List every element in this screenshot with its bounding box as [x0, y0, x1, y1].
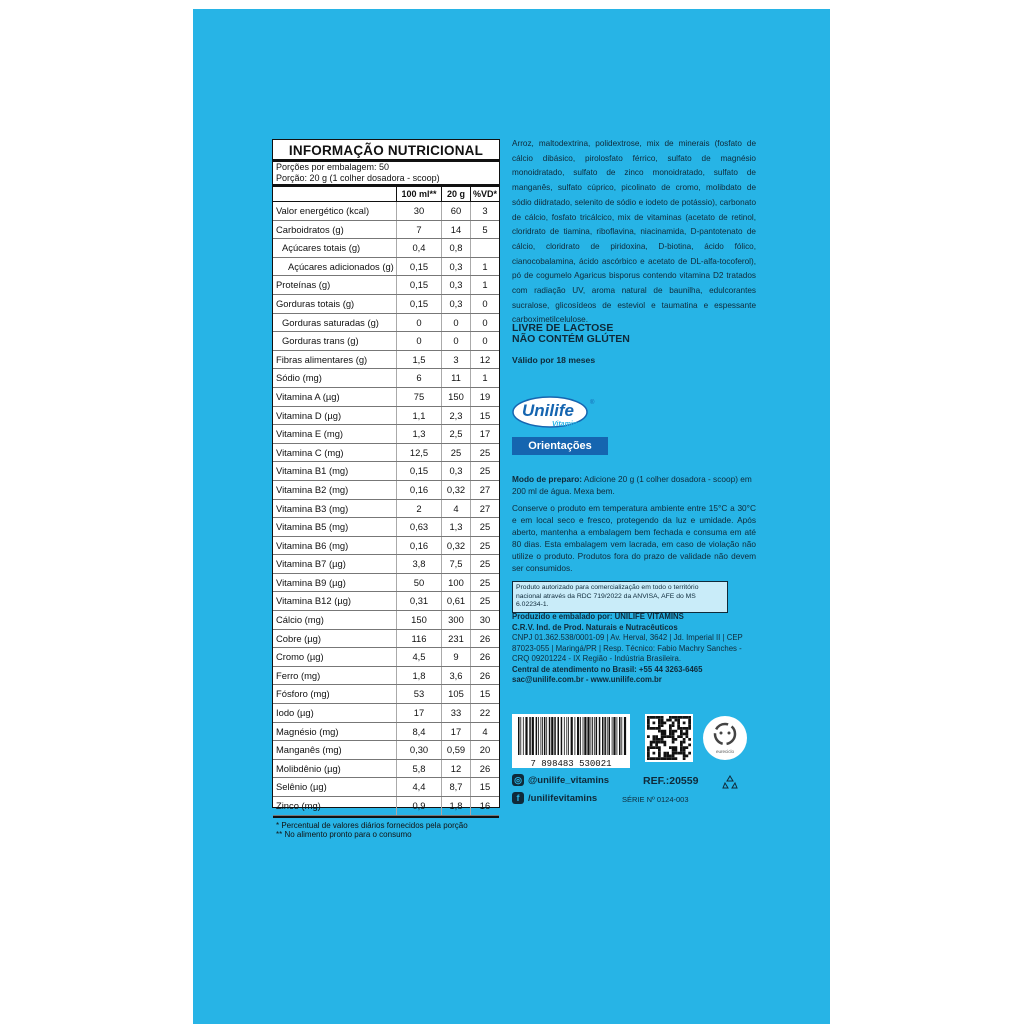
preparation-instructions: Adicione 20 g (1 colher dosadora - scoop) em 200 ml de água. Mexa bem. — [512, 474, 752, 496]
value-20g: 12 — [441, 760, 470, 778]
value-vd: 0 — [470, 314, 499, 332]
orientacoes-badge: Orientações — [512, 437, 608, 455]
value-20g: 0,3 — [441, 276, 470, 294]
value-vd: 5 — [470, 221, 499, 239]
series-number: SÉRIE Nº 0124-003 — [622, 795, 689, 804]
instagram-text: @unilife_vitamins — [528, 774, 610, 786]
nutrient-name: Açúcares totais (g) — [282, 242, 361, 254]
table-row — [273, 760, 499, 779]
claims — [512, 323, 756, 345]
brand-sub: Vitamins — [552, 421, 581, 428]
header-vd: %VD* — [470, 187, 499, 201]
nutrient-name: Manganês (mg) — [276, 744, 342, 756]
table-row — [273, 797, 499, 816]
value-100ml: 0 — [396, 314, 441, 332]
nutrient-name: Fibras alimentares (g) — [276, 353, 368, 365]
nutrient-name: Gorduras totais (g) — [276, 297, 355, 309]
value-20g: 300 — [441, 611, 470, 629]
value-vd: 3 — [470, 202, 499, 220]
table-row — [273, 741, 499, 760]
nutrient-name: Vitamina D (µg) — [276, 409, 342, 421]
customer-service: Central de atendimento no Brasil: +55 44 3263-6465 — [512, 664, 703, 674]
table-row — [273, 555, 499, 574]
nutrient-name: Vitamina A (µg) — [276, 390, 340, 402]
contact-web: sac@unilife.com.br - www.unilife.com.br — [512, 675, 662, 684]
value-100ml: 0,15 — [396, 276, 441, 294]
value-vd: 27 — [470, 500, 499, 518]
value-100ml: 116 — [396, 630, 441, 648]
reference-code: REF.:20559 — [643, 775, 699, 787]
value-20g: 25 — [441, 444, 470, 462]
value-20g: 3,6 — [441, 667, 470, 685]
preparation-text — [512, 473, 756, 497]
table-body — [273, 202, 499, 816]
value-vd: 19 — [470, 388, 499, 406]
value-vd: 1 — [470, 276, 499, 294]
table-row — [273, 314, 499, 333]
value-100ml: 2 — [396, 500, 441, 518]
value-20g: 1,8 — [441, 797, 470, 815]
value-vd: 0 — [470, 332, 499, 350]
value-20g: 2,3 — [441, 407, 470, 425]
value-vd: 25 — [470, 462, 499, 480]
value-100ml: 1,1 — [396, 407, 441, 425]
preparation-label: Modo de preparo: — [512, 474, 583, 484]
value-20g: 0 — [441, 314, 470, 332]
value-100ml: 30 — [396, 202, 441, 220]
value-100ml: 75 — [396, 388, 441, 406]
facebook-handle[interactable] — [512, 792, 597, 804]
value-100ml: 0,15 — [396, 258, 441, 276]
value-20g: 2,5 — [441, 425, 470, 443]
value-vd: 15 — [470, 407, 499, 425]
nutrient-name: Vitamina B3 (mg) — [276, 502, 349, 514]
value-20g: 17 — [441, 723, 470, 741]
value-20g: 0,61 — [441, 592, 470, 610]
footnote-ready: ** No alimento pronto para o consumo — [276, 829, 412, 839]
value-vd: 22 — [470, 704, 499, 722]
nutrient-name: Vitamina B5 (mg) — [276, 521, 349, 533]
brand-name: Unilife — [522, 401, 574, 420]
value-20g: 0,32 — [441, 537, 470, 555]
value-vd: 26 — [470, 667, 499, 685]
storage-text: Conserve o produto em temperatura ambiente entre 15°C a 30°C e em local seco e fresco, protegendo da luz e umidade. Após aberto, mantenha a embalagem bem fechada e consuma em até 80 dias. Esta embalagem vem lacrada, em caso de violação não utilize o produto. Produtos fora do prazo de validade não devem ser consumidos. — [512, 503, 756, 573]
qr-code-icon — [645, 714, 693, 762]
nutrient-name: Vitamina E (mg) — [276, 428, 344, 440]
value-vd: 15 — [470, 778, 499, 796]
value-20g: 1,3 — [441, 518, 470, 536]
table-row — [273, 332, 499, 351]
value-vd: 25 — [470, 574, 499, 592]
value-20g: 11 — [441, 369, 470, 387]
nutrient-name: Fósforo (mg) — [276, 688, 330, 700]
value-20g: 0,3 — [441, 462, 470, 480]
nutrient-name: Proteínas (g) — [276, 279, 331, 291]
table-row — [273, 369, 499, 388]
table-row — [273, 723, 499, 742]
table-row — [273, 500, 499, 519]
value-20g: 150 — [441, 388, 470, 406]
validity-text: Válido por 18 meses — [512, 355, 596, 365]
nutrient-name: Vitamina B6 (mg) — [276, 539, 349, 551]
header-100ml: 100 ml** — [396, 187, 441, 201]
nutrient-name: Vitamina B12 (µg) — [276, 595, 352, 607]
eureciclo-seal — [703, 716, 747, 760]
instagram-handle[interactable] — [512, 774, 609, 786]
header-name — [273, 187, 396, 201]
nutrient-name: Magnésio (mg) — [276, 725, 339, 737]
value-100ml: 1,3 — [396, 425, 441, 443]
table-row — [273, 462, 499, 481]
value-100ml: 150 — [396, 611, 441, 629]
table-row — [273, 630, 499, 649]
value-100ml: 0,4 — [396, 239, 441, 257]
value-vd: 1 — [470, 258, 499, 276]
table-row — [273, 388, 499, 407]
value-20g: 0,32 — [441, 481, 470, 499]
value-20g: 0,3 — [441, 295, 470, 313]
value-20g: 9 — [441, 648, 470, 666]
barcode — [512, 714, 630, 768]
value-100ml: 0,31 — [396, 592, 441, 610]
nutrient-name: Selênio (µg) — [276, 781, 327, 793]
value-100ml: 1,8 — [396, 667, 441, 685]
table-row — [273, 407, 499, 426]
value-vd: 25 — [470, 555, 499, 573]
value-100ml: 17 — [396, 704, 441, 722]
value-vd: 17 — [470, 425, 499, 443]
nutrient-name: Vitamina B1 (mg) — [276, 465, 349, 477]
value-100ml: 4,4 — [396, 778, 441, 796]
value-20g: 3 — [441, 351, 470, 369]
table-row — [273, 258, 499, 277]
value-100ml: 5,8 — [396, 760, 441, 778]
value-vd: 25 — [470, 444, 499, 462]
value-100ml: 0,15 — [396, 295, 441, 313]
value-100ml: 0,9 — [396, 797, 441, 815]
eureciclo-label: eureciclo — [715, 749, 734, 754]
value-20g: 8,7 — [441, 778, 470, 796]
table-row — [273, 351, 499, 370]
value-vd: 26 — [470, 760, 499, 778]
table-row — [273, 444, 499, 463]
gluten-free-claim: NÃO CONTÉM GLÚTEN — [512, 333, 630, 345]
table-row — [273, 481, 499, 500]
brand-registered: ® — [590, 400, 595, 406]
value-vd: 26 — [470, 648, 499, 666]
value-20g: 0,59 — [441, 741, 470, 759]
table-header — [273, 187, 499, 202]
recycle-icon — [722, 774, 738, 790]
nutrient-name: Ferro (mg) — [276, 669, 321, 681]
table-row — [273, 592, 499, 611]
value-100ml: 1,5 — [396, 351, 441, 369]
value-20g: 14 — [441, 221, 470, 239]
portions-per-package: Porções por embalagem: 50 — [276, 162, 390, 172]
value-100ml: 0,30 — [396, 741, 441, 759]
value-20g: 33 — [441, 704, 470, 722]
table-row — [273, 667, 499, 686]
value-vd: 16 — [470, 797, 499, 815]
producer-line: Produzido e embalado por: UNILIFE VITAMINS — [512, 612, 684, 621]
value-vd: 15 — [470, 685, 499, 703]
unilife-logo — [512, 394, 604, 430]
value-vd: 25 — [470, 537, 499, 555]
nutrient-name: Cromo (µg) — [276, 651, 324, 663]
value-20g: 0 — [441, 332, 470, 350]
value-100ml: 3,8 — [396, 555, 441, 573]
nutrient-name: Cálcio (mg) — [276, 614, 324, 626]
value-100ml: 0,63 — [396, 518, 441, 536]
nutrition-title: INFORMAÇÃO NUTRICIONAL — [288, 143, 484, 158]
value-20g: 0,8 — [441, 239, 470, 257]
nutrition-table — [272, 139, 500, 839]
table-row — [273, 518, 499, 537]
producer-company: C.R.V. Ind. de Prod. Naturais e Nutracêuticos — [512, 622, 678, 632]
table-row — [273, 239, 499, 258]
table-row — [273, 611, 499, 630]
value-100ml: 6 — [396, 369, 441, 387]
nutrient-name: Valor energético (kcal) — [276, 205, 370, 216]
value-vd — [470, 239, 499, 257]
table-row — [273, 704, 499, 723]
table-row — [273, 425, 499, 444]
nutrient-name: Molibdênio (µg) — [276, 762, 341, 774]
value-vd: 26 — [470, 630, 499, 648]
value-100ml: 12,5 — [396, 444, 441, 462]
producer-address: CNPJ 01.362.538/0001-09 | Av. Herval, 3642 | Jd. Imperial II | CEP 87023-055 | Maringá/PR | Resp. Técnico: Fabio Machry Sanches - CRQ 09201224 - IX Região - Indústria Brasileira. — [512, 633, 743, 663]
value-vd: 30 — [470, 611, 499, 629]
producer-info — [512, 612, 756, 686]
table-row — [273, 648, 499, 667]
value-100ml: 0 — [396, 332, 441, 350]
nutrient-name: Vitamina B7 (µg) — [276, 558, 346, 570]
value-100ml: 0,15 — [396, 462, 441, 480]
nutrient-name: Sódio (mg) — [276, 372, 322, 384]
value-20g: 60 — [441, 202, 470, 220]
table-row — [273, 295, 499, 314]
value-20g: 231 — [441, 630, 470, 648]
value-100ml: 53 — [396, 685, 441, 703]
facebook-text: /unilifevitamins — [528, 792, 598, 804]
nutrient-name: Cobre (µg) — [276, 632, 321, 644]
nutrient-name: Vitamina C (mg) — [276, 446, 344, 458]
nutrient-name: Zinco (mg) — [276, 800, 321, 811]
nutrient-name: Gorduras saturadas (g) — [282, 316, 379, 328]
table-row — [273, 537, 499, 556]
footnote-vd: * Percentual de valores diários fornecidos pela porção — [276, 820, 468, 830]
value-vd: 1 — [470, 369, 499, 387]
lactose-free-claim: LIVRE DE LACTOSE — [512, 322, 614, 334]
portion-size: Porção: 20 g (1 colher dosadora - scoop) — [276, 172, 440, 183]
nutrient-name: Vitamina B2 (mg) — [276, 483, 349, 495]
authorization-box: Produto autorizado para comercialização em todo o território nacional através da RDC 719/2022 da ANVISA, AFE do MS 6.02234-1. — [512, 581, 728, 613]
barcode-bars — [518, 717, 626, 755]
instagram-icon: ◎ — [512, 774, 524, 786]
nutrient-name: Gorduras trans (g) — [282, 335, 359, 347]
table-row — [273, 778, 499, 797]
value-vd: 0 — [470, 295, 499, 313]
nutrient-name: Açúcares adicionados (g) — [288, 260, 394, 272]
nutrient-name: Carboidratos (g) — [276, 223, 344, 235]
header-20g: 20 g — [441, 187, 470, 201]
value-20g: 4 — [441, 500, 470, 518]
value-vd: 20 — [470, 741, 499, 759]
table-row — [273, 276, 499, 295]
value-vd: 4 — [470, 723, 499, 741]
table-row — [273, 202, 499, 221]
table-footnotes — [273, 816, 499, 842]
nutrient-name: Vitamina B9 (µg) — [276, 576, 346, 588]
value-vd: 25 — [470, 518, 499, 536]
value-100ml: 50 — [396, 574, 441, 592]
value-20g: 0,3 — [441, 258, 470, 276]
nutrient-name: Iodo (µg) — [276, 707, 314, 719]
facebook-icon: f — [512, 792, 524, 804]
value-100ml: 8,4 — [396, 723, 441, 741]
value-100ml: 0,16 — [396, 481, 441, 499]
table-row — [273, 221, 499, 240]
value-vd: 25 — [470, 592, 499, 610]
table-row — [273, 685, 499, 704]
barcode-number: 7 898483 530021 — [530, 759, 612, 768]
value-20g: 105 — [441, 685, 470, 703]
value-100ml: 4,5 — [396, 648, 441, 666]
value-20g: 7,5 — [441, 555, 470, 573]
value-20g: 100 — [441, 574, 470, 592]
table-row — [273, 574, 499, 593]
value-100ml: 7 — [396, 221, 441, 239]
value-vd: 27 — [470, 481, 499, 499]
ingredients-text: Arroz, maltodextrina, polidextrose, mix de minerais (fosfato de cálcio dibásico, pirolosfato férrico, sulfato de magnésio monoidratado, sulfato de zinco monoidratado, sulfato de manganês, sulfato cúprico, picolinato de cromo, molibdato de sódio diidratado, selenito de sódio e iodeto de potássio), carbonato de cálcio, fosfato tricálcico, mix de vitaminas (acetato de retinol, cloridrato de tiamina, riboflavina, niacinamida, D-pantotenato de cálcio, cloridrato de piridoxina, D-biotina, ácido fólico, cianocobalamina, ácido ascórbico e acetato de DL-alfa-tocoferol), pó de cogumelo Agaricus bisporus contendo vitamina D2 tratados com radiação UV, aroma natural de baunilha, edulcorantes sucralose, glicosídeos de esteviol e taumatina e espessante carboximetilcelulose. — [512, 139, 756, 325]
value-vd: 12 — [470, 351, 499, 369]
value-100ml: 0,16 — [396, 537, 441, 555]
